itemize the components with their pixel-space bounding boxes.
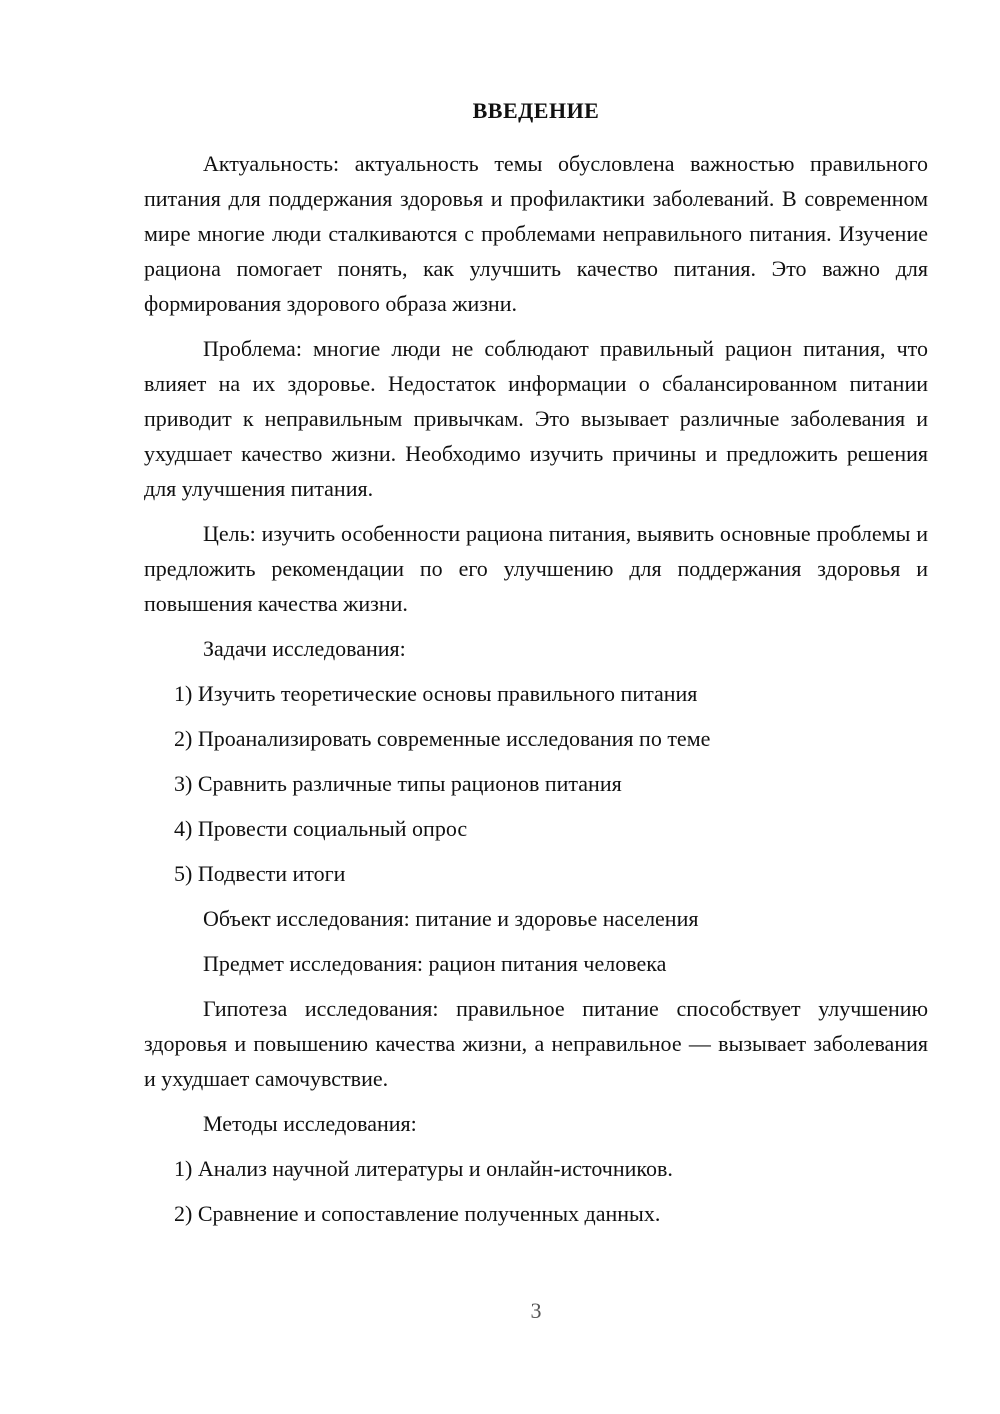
goal-paragraph: Цель: изучить особенности рациона питания, выявить основные проблемы и предложить рекомендации по его улучшению для поддержания здоровья и повышения качества жизни. bbox=[144, 521, 928, 616]
method-item: 2) Сравнение и сопоставление полученных данных. bbox=[174, 1201, 661, 1226]
task-item: 2) Проанализировать современные исследования по теме bbox=[174, 726, 711, 751]
task-item: 5) Подвести итоги bbox=[174, 861, 346, 886]
tasks-heading: Задачи исследования: bbox=[203, 636, 406, 661]
task-item: 3) Сравнить различные типы рационов питания bbox=[174, 771, 622, 796]
methods-heading: Методы исследования: bbox=[203, 1111, 417, 1136]
relevance-paragraph: Актуальность: актуальность темы обусловлена важностью правильного питания для поддержания здоровья и профилактики заболеваний. В современном мире многие люди сталкиваются с проблемами неправильного питания. Изучение рациона помогает понять, как улучшить качество питания. Это важно для формирования здорового образа жизни. bbox=[144, 151, 928, 316]
subject-line: Предмет исследования: рацион питания человека bbox=[203, 951, 667, 976]
hypothesis-paragraph: Гипотеза исследования: правильное питание способствует улучшению здоровья и повышению качества жизни, а неправильное — вызывает заболевания и ухудшает самочувствие. bbox=[144, 996, 928, 1091]
task-item: 1) Изучить теоретические основы правильного питания bbox=[174, 681, 698, 706]
object-line: Объект исследования: питание и здоровье населения bbox=[203, 906, 699, 931]
document-page bbox=[144, 96, 928, 1241]
section-title: ВВЕДЕНИЕ bbox=[472, 98, 600, 123]
task-item: 4) Провести социальный опрос bbox=[174, 816, 468, 841]
problem-paragraph: Проблема: многие люди не соблюдают правильный рацион питания, что влияет на их здоровье. Недостаток информации о сбалансированном питании приводит к неправильным привычкам. Это вызывает различные заболевания и ухудшает качество жизни. Необходимо изучить причины и предложить решения для улучшения питания. bbox=[144, 336, 928, 501]
page-number: 3 bbox=[530, 1298, 542, 1323]
method-item: 1) Анализ научной литературы и онлайн-источников. bbox=[174, 1156, 673, 1181]
